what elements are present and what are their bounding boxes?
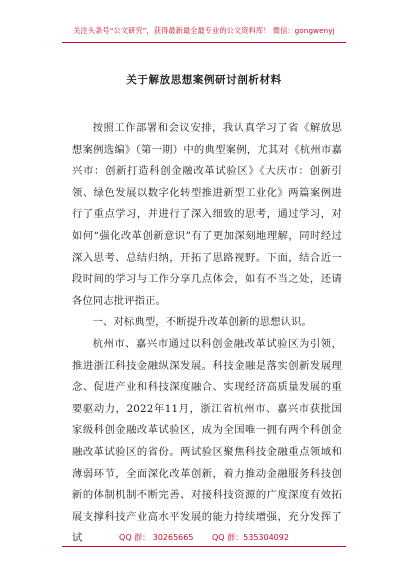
footer-qq-group-2: QQ 群：535304092 <box>212 533 289 542</box>
header-banner: 关注头条号“公文研究”，获得最新最全最专业的公文资料库！ 微信：gongwenyj <box>73 26 335 35</box>
section-heading: 一、对标典型，不断提升改革创新的思想认识。 <box>92 316 312 329</box>
paragraph-intro: 按照工作部署和会议安排，我认真学习了省《解放思想案例选编》（第一期）中的典型案例，尤其对《杭州市嘉兴市：创新打造科创金融改革试验区》《大庆市：创新引领、绿色发展以数字化转型推进新型工业化》两篇案例进行了重点学习，并进行了深入细致的思考，通过学习，对如何“强化改革创新意识”有了更加深刻地理解，同时经过深入思考、总结归纳，开拓了思路视野。下面，结合近一段时间的学习与工作分享几点体会，如有不当之处，还请各位同志批评指正。 <box>72 122 342 307</box>
footer-qq-group-1: QQ 群： 30265665 <box>119 533 194 542</box>
paragraph-case: 杭州市、嘉兴市通过以科创金融改革试验区为引领，推进浙江科技金融纵深发展。科技金融是落实创新发展理念、促进产业和科技深度融合、实现经济高质量发展的重要驱动力，2022年11月，浙江省杭州市、嘉兴市获批国家级科创金融改革试验区，成为全国唯一拥有两个科创金融改革试验区的省份。两试验区聚焦科技金融重点领域和薄弱环节，全面深化改革创新，着力推动金融服务科技创新的体制机制不断完善、对接科技资源的广度深度有效拓展支撑科技产业高水平发展的能力持续增强，充分发挥了试 <box>72 337 342 545</box>
footer-divider <box>62 546 346 547</box>
header-divider <box>62 42 346 43</box>
footer-contact <box>0 532 408 543</box>
document-body <box>72 118 342 550</box>
document-title: 关于解放思想案例研讨剖析材料 <box>126 74 282 86</box>
